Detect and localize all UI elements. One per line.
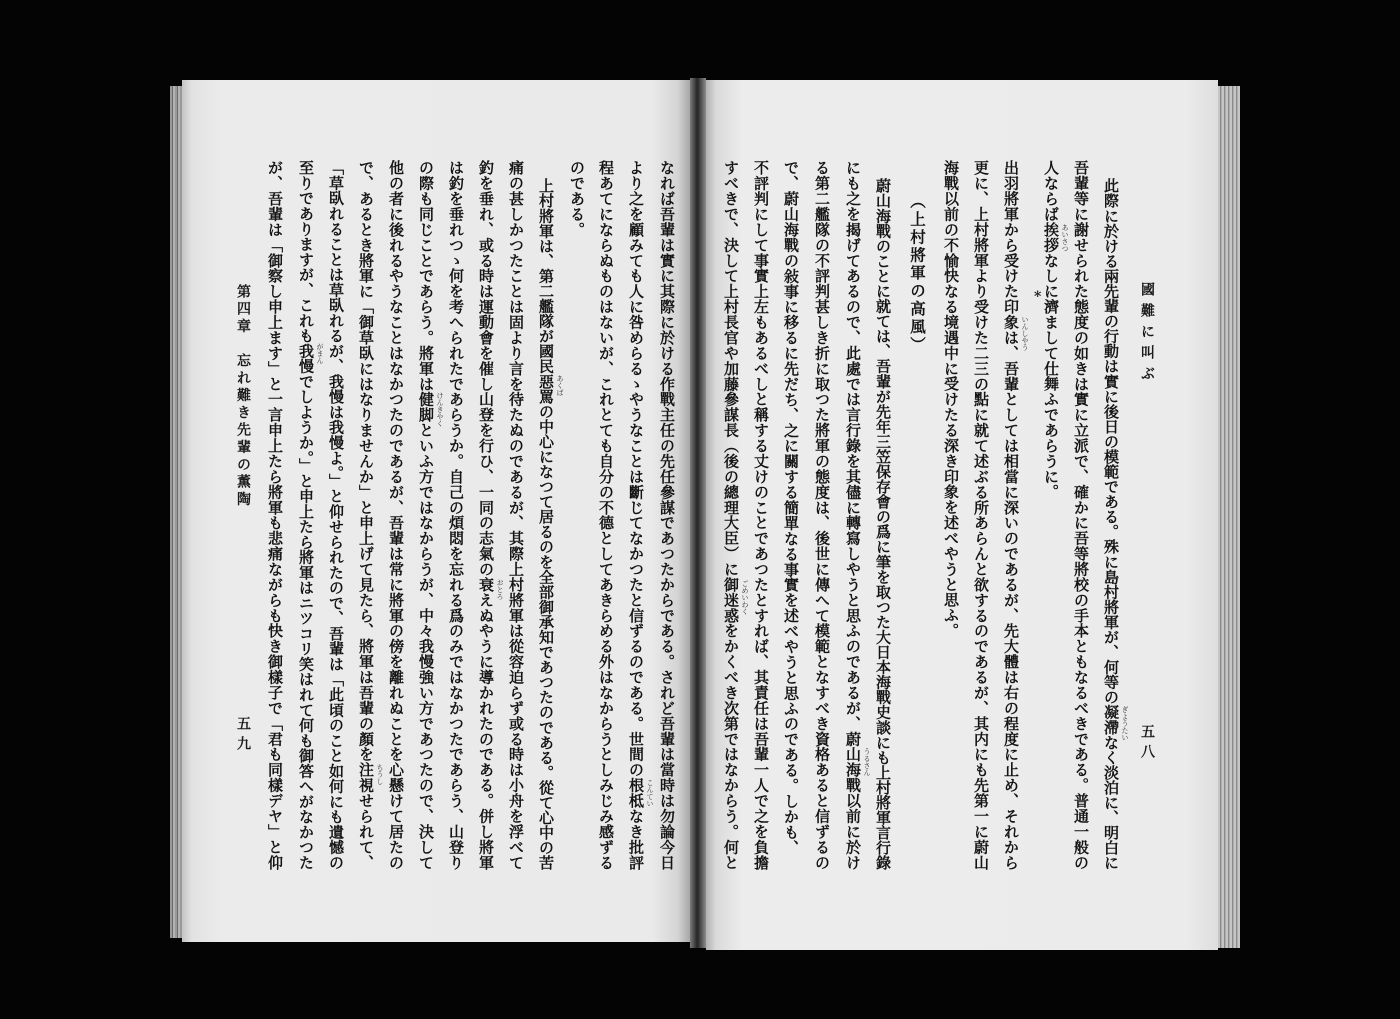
ruby-annotation: がまん — [316, 343, 324, 364]
section-divider-mark: * — [1034, 289, 1042, 305]
text-line: すべきで、決して上村長官や加藤參謀長（後の總理大臣）に御迷惑をかくべき次第ではなからう。何と — [722, 160, 740, 870]
text-line: 至りでありますが、これも我慢でしようか。」と申上たら將軍はニツコリ笑はれて何も御答へがなかつた — [297, 160, 315, 870]
section-heading: （上村將軍の高風） — [908, 193, 927, 355]
text-line: 人ならば挨拶なしに濟まして仕舞ふであらうに。 — [1042, 160, 1060, 500]
ruby-annotation: ちうし — [376, 764, 384, 785]
text-line: 吾輩等に謝せられた態度の如きは實に立派で、確かに吾等將校の手本ともなるべきである。普通一般の — [1072, 160, 1090, 870]
text-line: 更に、上村將軍より受けた二三の點に就て述ぶる所あらんと欲するのであるが、其内にも先第一に蔚山 — [972, 160, 990, 870]
text-line: 程あてにならぬものはないが、これとても自分の不德としてあきらめる外はなからうとしみじみ感ずる — [597, 160, 615, 870]
ruby-annotation: こんてい — [646, 779, 654, 807]
text-line: で、あるとき將軍に「御草臥にはなりませんか」と申上げて見たら、將軍は吾輩の顏を注視せられて、 — [357, 160, 375, 870]
text-line: 上村將軍は、第二艦隊が國民惡罵の中心になつて居るのを全部御承知であつたのである。從て心中の苦 — [537, 178, 555, 870]
ruby-annotation: いんしやう — [1021, 316, 1029, 351]
page-number-left: 五九 — [235, 716, 251, 756]
text-line: 痛の甚しかつたことは固より言を待たぬのであるが、其際上村將軍は從容迫らず或る時は小舟を浮べて — [507, 160, 525, 870]
running-foot-chapter-title: 第四章 忘れ難き先輩の薫陶 — [235, 284, 251, 509]
text-line: 此際に於ける兩先輩の行動は實に後日の模範である。殊に島村將軍が、何等の凝滯なく淡泊に、明白に — [1102, 178, 1120, 870]
text-line: は釣を垂れつゝ何を考へられたであらうか。自己の煩悶を忘れる爲のみではなかつたであらう、山登り — [447, 160, 465, 870]
ruby-annotation: あくば — [556, 375, 564, 396]
text-line: にも之を揭げてあるので、此處では言行錄を其儘に轉寫しやうと思ふのであるが、蔚山海戰以前に於け — [844, 160, 862, 870]
ruby-annotation: うるさん — [863, 748, 871, 776]
text-line: 出羽將軍から受けた印象は、吾輩としては相當に深いのであるが、先大體は右の程度に止め、それから — [1002, 160, 1020, 870]
text-line: より之を顧みても人に咎めらるゝやうなことは斷じてなかつたと信ずるのである。世間の根柢なき批評 — [627, 160, 645, 870]
ruby-annotation: おとろ — [496, 579, 504, 600]
text-line: の際も同じことであらう。將軍は健脚といふ方ではなからうが、中々我慢強い方であつたので、決して — [417, 160, 435, 870]
text-line: 他の者に後れるやうなことはなかつたのであるが、吾輩は常に將軍の傍を離れぬことを心懸けて居たの — [387, 160, 405, 870]
ruby-annotation: ごめいわく — [741, 580, 749, 615]
running-head: 國難に叫ぶ — [1139, 282, 1155, 387]
text-line: る第二艦隊の不評判甚しき折に取つた將軍の態度は、後世に傳へて模範となすべき資格あると信ずるの — [813, 160, 831, 870]
text-line: が、吾輩は「御察し申上ます」と一言申上たら將軍も悲痛ながらも快き御樣子で「君も同樣デヤ」と仰 — [266, 160, 284, 870]
page-number-right: 五八 — [1139, 724, 1155, 764]
ruby-annotation: ぎようたい — [1121, 706, 1129, 741]
ruby-annotation: けんきやく — [436, 392, 444, 427]
text-line: 海戰以前の不愉快なる境遇中に受けたる深き印象を述べやうと思ふ。 — [942, 160, 960, 639]
text-line: 蔚山海戰のことに就ては、吾輩が先年三笠保存會の爲に筆を取つた大日本海戰史談にも上村將軍言行錄 — [874, 178, 892, 870]
text-line: 不評判にして事實上左もあるべしと稱する丈けのことであつたとすれば、其責任は吾輩一人で之を負擔 — [752, 160, 770, 870]
book-gutter — [690, 78, 706, 948]
text-line: で、蔚山海戰の敍事に移るに先だち、之に關する簡單なる事實を述べやうと思ふのである。しかも、 — [782, 160, 800, 855]
ruby-annotation: あいさつ — [1061, 224, 1069, 252]
text-line: 釣を垂れ、或る時は運動會を催し山登を行ひ、一同の志氣の衰えぬやうに導かれたのである。併し將軍 — [477, 160, 495, 870]
text-line: なれば吾輩は實に其際に於ける作戰主任の先任參謀であつたからである。されど吾輩は當時は勿論今日 — [658, 160, 676, 870]
right-page-edge-stack — [1218, 86, 1240, 948]
text-line: のである。 — [568, 160, 586, 238]
text-line: 「草臥れることは草臥れるが、我慢は我慢よ。」と仰せられたので、吾輩は「此頃のこと如何にも遺憾の — [327, 160, 345, 870]
